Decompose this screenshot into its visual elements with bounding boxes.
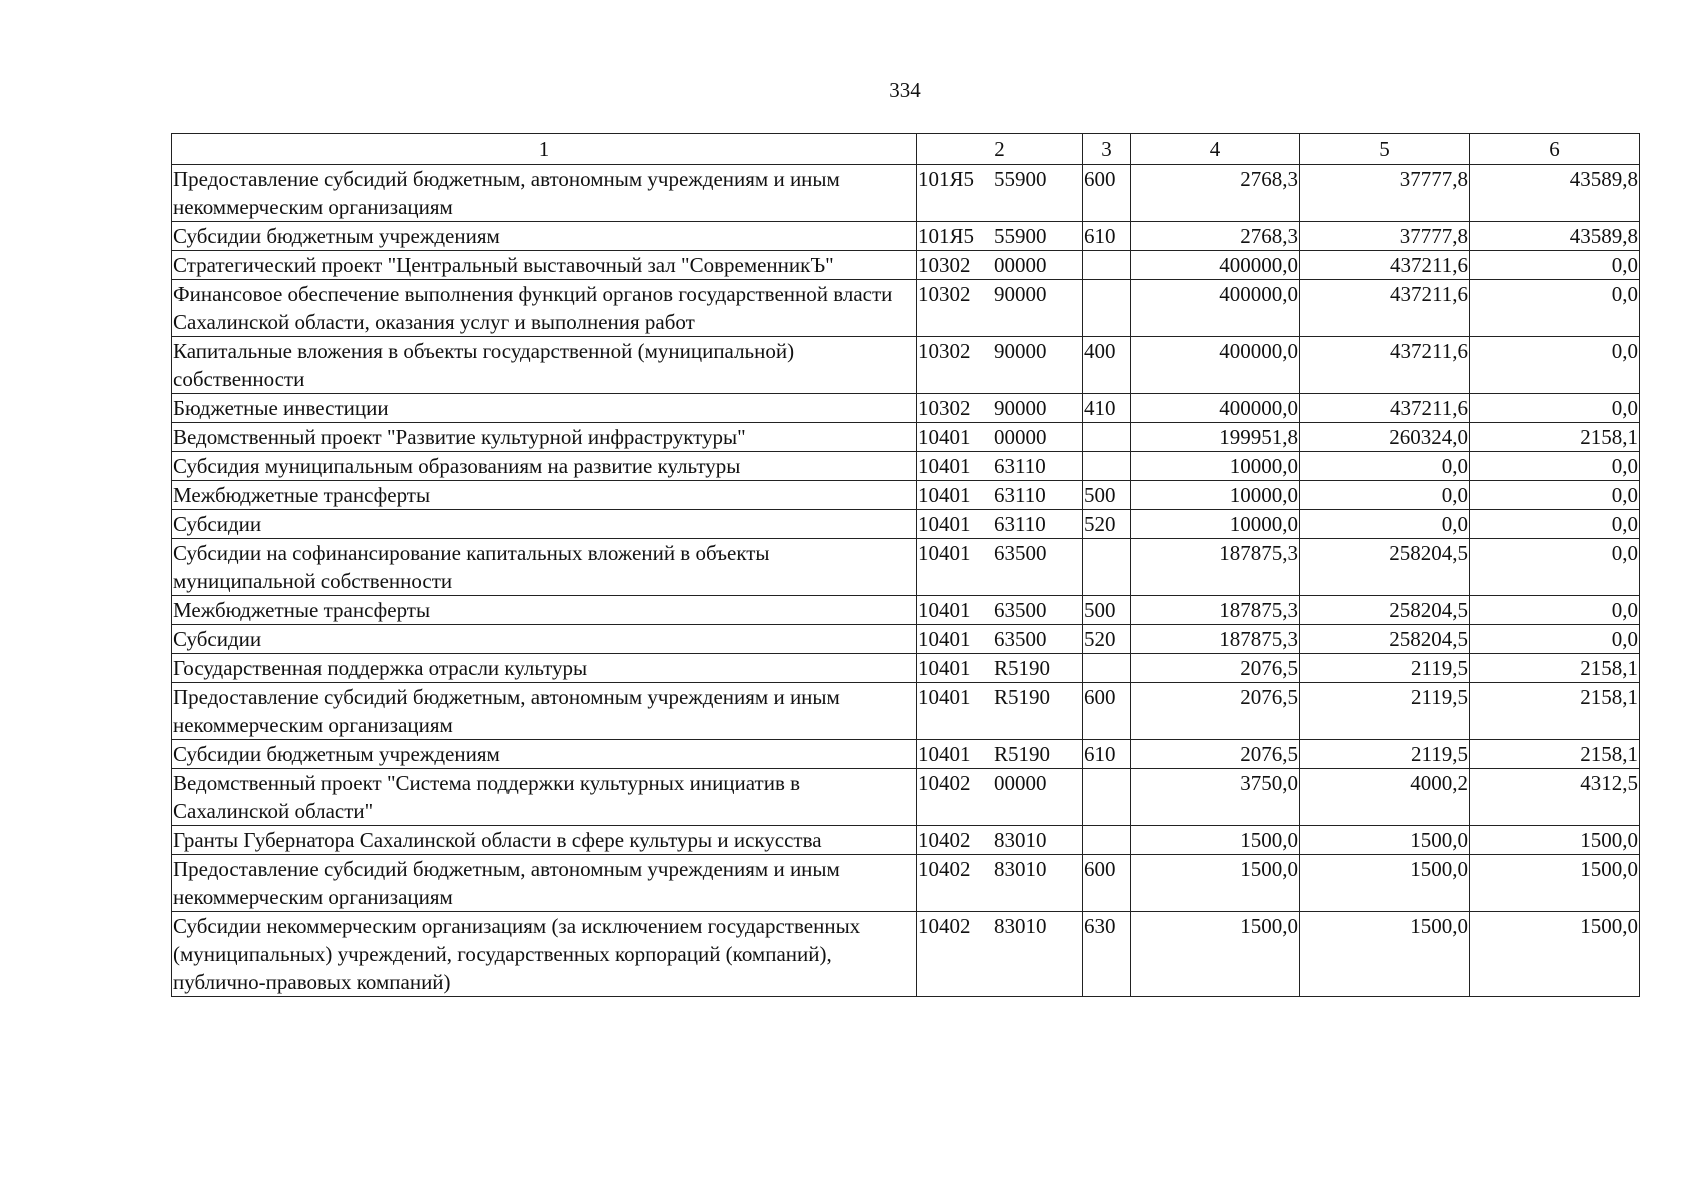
amount-col-5: 1500,0 xyxy=(1300,912,1470,997)
row-code xyxy=(917,510,1083,539)
amount-col-4: 199951,8 xyxy=(1131,423,1300,452)
expense-type-code: 600 xyxy=(1083,855,1131,912)
amount-col-5: 37777,8 xyxy=(1300,222,1470,251)
row-name: Субсидии xyxy=(172,625,917,654)
program-code: 10302 xyxy=(918,339,971,363)
program-code: 10402 xyxy=(918,857,971,881)
row-name: Предоставление субсидий бюджетным, автономным учреждениям и иным некоммерческим организациям xyxy=(172,165,917,222)
row-code xyxy=(917,280,1083,337)
expense-type-code: 610 xyxy=(1083,222,1131,251)
amount-col-5: 0,0 xyxy=(1300,452,1470,481)
amount-col-6: 0,0 xyxy=(1470,481,1640,510)
program-code: 10401 xyxy=(918,742,971,766)
direction-code: 63110 xyxy=(994,483,1046,507)
table-row xyxy=(172,625,1640,654)
expense-type-code: 500 xyxy=(1083,596,1131,625)
expense-type-code xyxy=(1083,826,1131,855)
amount-col-6: 0,0 xyxy=(1470,280,1640,337)
direction-code: 63110 xyxy=(994,454,1046,478)
direction-code: 83010 xyxy=(994,914,1047,938)
direction-code: R5190 xyxy=(994,742,1051,766)
direction-code: 63500 xyxy=(994,541,1047,565)
amount-col-5: 4000,2 xyxy=(1300,769,1470,826)
amount-col-5: 437211,6 xyxy=(1300,251,1470,280)
program-code: 10402 xyxy=(918,828,971,852)
amount-col-6: 2158,1 xyxy=(1470,423,1640,452)
direction-code: 63500 xyxy=(994,598,1047,622)
page-number: 334 xyxy=(889,78,921,102)
amount-col-4: 2768,3 xyxy=(1131,165,1300,222)
direction-code: 90000 xyxy=(994,282,1047,306)
row-name: Межбюджетные трансферты xyxy=(172,596,917,625)
row-code xyxy=(917,740,1083,769)
row-code xyxy=(917,337,1083,394)
table-row xyxy=(172,423,1640,452)
amount-col-4: 187875,3 xyxy=(1131,539,1300,596)
table-row xyxy=(172,337,1640,394)
amount-col-4: 400000,0 xyxy=(1131,280,1300,337)
direction-code: 00000 xyxy=(994,771,1047,795)
header-col-4: 4 xyxy=(1131,134,1300,165)
row-name: Бюджетные инвестиции xyxy=(172,394,917,423)
direction-code: 00000 xyxy=(994,253,1047,277)
table-row xyxy=(172,510,1640,539)
amount-col-6: 4312,5 xyxy=(1470,769,1640,826)
header-col-2: 2 xyxy=(917,134,1083,165)
row-name: Субсидии на софинансирование капитальных вложений в объекты муниципальной собственности xyxy=(172,539,917,596)
amount-col-5: 258204,5 xyxy=(1300,539,1470,596)
direction-code: 90000 xyxy=(994,396,1047,420)
row-name: Ведомственный проект "Развитие культурной инфраструктуры" xyxy=(172,423,917,452)
expense-type-code: 520 xyxy=(1083,625,1131,654)
amount-col-6: 1500,0 xyxy=(1470,912,1640,997)
row-code xyxy=(917,654,1083,683)
table-row xyxy=(172,912,1640,997)
header-row xyxy=(172,134,1640,165)
program-code: 101Я5 xyxy=(918,167,975,191)
table-row xyxy=(172,165,1640,222)
table-row xyxy=(172,394,1640,423)
expense-type-code: 410 xyxy=(1083,394,1131,423)
amount-col-5: 437211,6 xyxy=(1300,280,1470,337)
row-code xyxy=(917,596,1083,625)
direction-code: R5190 xyxy=(994,656,1051,680)
expense-type-code xyxy=(1083,654,1131,683)
amount-col-4: 10000,0 xyxy=(1131,452,1300,481)
amount-col-6: 43589,8 xyxy=(1470,222,1640,251)
row-name: Капитальные вложения в объекты государственной (муниципальной) собственности xyxy=(172,337,917,394)
program-code: 10401 xyxy=(918,454,971,478)
direction-code: 63110 xyxy=(994,512,1046,536)
program-code: 10402 xyxy=(918,771,971,795)
table-row xyxy=(172,539,1640,596)
amount-col-5: 2119,5 xyxy=(1300,683,1470,740)
expense-type-code: 520 xyxy=(1083,510,1131,539)
program-code: 10401 xyxy=(918,512,971,536)
table-header xyxy=(172,134,1640,165)
row-name: Субсидии бюджетным учреждениям xyxy=(172,740,917,769)
program-code: 10302 xyxy=(918,282,971,306)
table-row xyxy=(172,654,1640,683)
header-col-5: 5 xyxy=(1300,134,1470,165)
row-name: Субсидия муниципальным образованиям на развитие культуры xyxy=(172,452,917,481)
amount-col-5: 258204,5 xyxy=(1300,625,1470,654)
row-code xyxy=(917,539,1083,596)
row-name: Субсидии некоммерческим организациям (за исключением государственных (муниципальных) учреждений, государственных корпораций (компаний), публично-правовых компаний) xyxy=(172,912,917,997)
row-name: Стратегический проект "Центральный выставочный зал "СовременникЪ" xyxy=(172,251,917,280)
program-code: 10401 xyxy=(918,425,971,449)
program-code: 10402 xyxy=(918,914,971,938)
amount-col-6: 43589,8 xyxy=(1470,165,1640,222)
expense-type-code xyxy=(1083,539,1131,596)
program-code: 10302 xyxy=(918,253,971,277)
row-name: Субсидии бюджетным учреждениям xyxy=(172,222,917,251)
program-code: 10401 xyxy=(918,483,971,507)
amount-col-6: 2158,1 xyxy=(1470,683,1640,740)
amount-col-6: 2158,1 xyxy=(1470,654,1640,683)
row-code xyxy=(917,855,1083,912)
row-code xyxy=(917,165,1083,222)
expense-type-code: 630 xyxy=(1083,912,1131,997)
row-name: Ведомственный проект "Система поддержки культурных инициатив в Сахалинской области" xyxy=(172,769,917,826)
header-col-6: 6 xyxy=(1470,134,1640,165)
amount-col-4: 2076,5 xyxy=(1131,683,1300,740)
expense-type-code: 500 xyxy=(1083,481,1131,510)
expense-type-code xyxy=(1083,769,1131,826)
table-row xyxy=(172,769,1640,826)
amount-col-6: 1500,0 xyxy=(1470,826,1640,855)
row-code xyxy=(917,912,1083,997)
amount-col-4: 187875,3 xyxy=(1131,596,1300,625)
header-col-1: 1 xyxy=(172,134,917,165)
row-code xyxy=(917,452,1083,481)
amount-col-4: 400000,0 xyxy=(1131,394,1300,423)
expense-type-code xyxy=(1083,251,1131,280)
direction-code: 90000 xyxy=(994,339,1047,363)
amount-col-5: 1500,0 xyxy=(1300,855,1470,912)
amount-col-6: 0,0 xyxy=(1470,251,1640,280)
table-row xyxy=(172,683,1640,740)
table-row xyxy=(172,740,1640,769)
row-name: Предоставление субсидий бюджетным, автономным учреждениям и иным некоммерческим организациям xyxy=(172,855,917,912)
amount-col-5: 260324,0 xyxy=(1300,423,1470,452)
expense-type-code xyxy=(1083,423,1131,452)
amount-col-4: 3750,0 xyxy=(1131,769,1300,826)
amount-col-4: 2076,5 xyxy=(1131,740,1300,769)
amount-col-4: 2076,5 xyxy=(1131,654,1300,683)
amount-col-4: 400000,0 xyxy=(1131,251,1300,280)
amount-col-4: 1500,0 xyxy=(1131,855,1300,912)
direction-code: 55900 xyxy=(994,224,1047,248)
program-code: 10401 xyxy=(918,685,971,709)
row-code xyxy=(917,423,1083,452)
amount-col-4: 10000,0 xyxy=(1131,510,1300,539)
amount-col-6: 0,0 xyxy=(1470,394,1640,423)
row-code xyxy=(917,481,1083,510)
row-name: Гранты Губернатора Сахалинской области в сфере культуры и искусства xyxy=(172,826,917,855)
expense-type-code xyxy=(1083,452,1131,481)
row-code xyxy=(917,769,1083,826)
row-code xyxy=(917,683,1083,740)
amount-col-5: 2119,5 xyxy=(1300,654,1470,683)
row-code xyxy=(917,394,1083,423)
program-code: 10302 xyxy=(918,396,971,420)
table-row xyxy=(172,280,1640,337)
table-row xyxy=(172,251,1640,280)
direction-code: R5190 xyxy=(994,685,1051,709)
amount-col-5: 437211,6 xyxy=(1300,337,1470,394)
amount-col-4: 10000,0 xyxy=(1131,481,1300,510)
direction-code: 83010 xyxy=(994,857,1047,881)
amount-col-4: 1500,0 xyxy=(1131,912,1300,997)
amount-col-6: 0,0 xyxy=(1470,452,1640,481)
budget-table xyxy=(171,133,1640,997)
table-row xyxy=(172,596,1640,625)
program-code: 10401 xyxy=(918,598,971,622)
row-name: Финансовое обеспечение выполнения функций органов государственной власти Сахалинской области, оказания услуг и выполнения работ xyxy=(172,280,917,337)
expense-type-code: 400 xyxy=(1083,337,1131,394)
amount-col-6: 0,0 xyxy=(1470,510,1640,539)
row-code xyxy=(917,251,1083,280)
header-col-3: 3 xyxy=(1083,134,1131,165)
amount-col-5: 37777,8 xyxy=(1300,165,1470,222)
expense-type-code: 600 xyxy=(1083,165,1131,222)
row-code xyxy=(917,826,1083,855)
amount-col-5: 2119,5 xyxy=(1300,740,1470,769)
amount-col-6: 0,0 xyxy=(1470,539,1640,596)
program-code: 10401 xyxy=(918,656,971,680)
expense-type-code: 600 xyxy=(1083,683,1131,740)
amount-col-6: 0,0 xyxy=(1470,596,1640,625)
row-name: Предоставление субсидий бюджетным, автономным учреждениям и иным некоммерческим организациям xyxy=(172,683,917,740)
program-code: 101Я5 xyxy=(918,224,975,248)
direction-code: 63500 xyxy=(994,627,1047,651)
amount-col-4: 187875,3 xyxy=(1131,625,1300,654)
program-code: 10401 xyxy=(918,627,971,651)
expense-type-code: 610 xyxy=(1083,740,1131,769)
table-body xyxy=(172,165,1640,997)
row-name: Субсидии xyxy=(172,510,917,539)
table-row xyxy=(172,855,1640,912)
table-row xyxy=(172,826,1640,855)
amount-col-5: 437211,6 xyxy=(1300,394,1470,423)
row-name: Государственная поддержка отрасли культуры xyxy=(172,654,917,683)
table-row xyxy=(172,452,1640,481)
row-code xyxy=(917,625,1083,654)
row-name: Межбюджетные трансферты xyxy=(172,481,917,510)
amount-col-6: 1500,0 xyxy=(1470,855,1640,912)
amount-col-5: 1500,0 xyxy=(1300,826,1470,855)
amount-col-6: 0,0 xyxy=(1470,625,1640,654)
amount-col-4: 1500,0 xyxy=(1131,826,1300,855)
amount-col-5: 0,0 xyxy=(1300,510,1470,539)
program-code: 10401 xyxy=(918,541,971,565)
amount-col-4: 400000,0 xyxy=(1131,337,1300,394)
expense-type-code xyxy=(1083,280,1131,337)
table-row xyxy=(172,222,1640,251)
amount-col-6: 2158,1 xyxy=(1470,740,1640,769)
amount-col-6: 0,0 xyxy=(1470,337,1640,394)
direction-code: 83010 xyxy=(994,828,1047,852)
amount-col-4: 2768,3 xyxy=(1131,222,1300,251)
direction-code: 55900 xyxy=(994,167,1047,191)
table-row xyxy=(172,481,1640,510)
amount-col-5: 258204,5 xyxy=(1300,596,1470,625)
row-code xyxy=(917,222,1083,251)
amount-col-5: 0,0 xyxy=(1300,481,1470,510)
direction-code: 00000 xyxy=(994,425,1047,449)
